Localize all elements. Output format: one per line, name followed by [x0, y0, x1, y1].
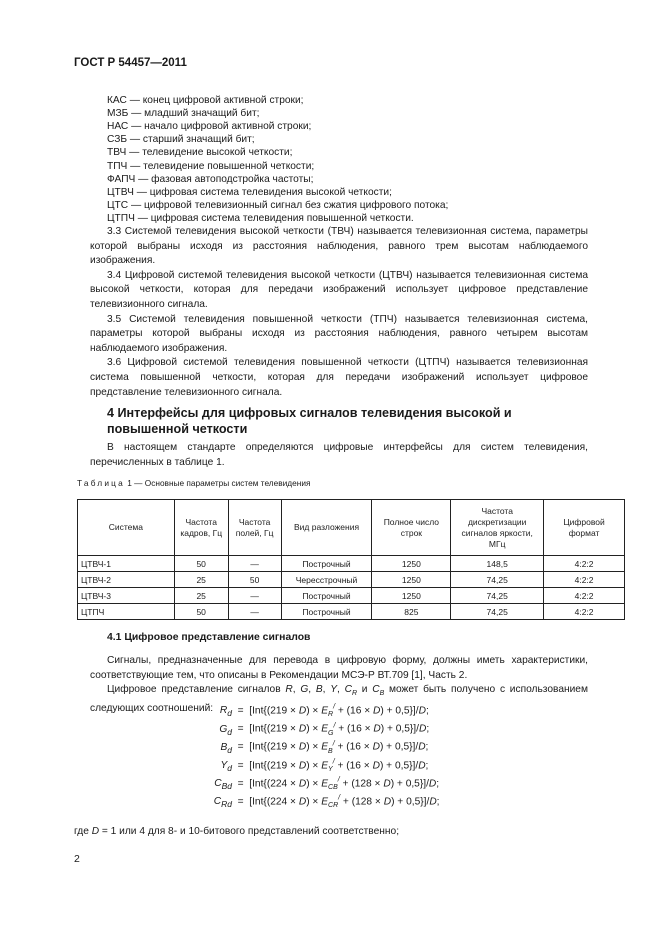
th-scan-type: Вид разложения [281, 500, 372, 556]
formula-line: $Y_d = [Int\{(219 \times D) \times E_Y^/ + (16 \times D) + 0,5\}]/D$; [220, 758, 429, 774]
definition-3-4: 3.4 Цифровой системой телевидения высокой четкости (ЦТВЧ) называется телевизионная система высокой четкости, которая для передачи изображений использует цифровое представление телевизионного сигнала. [90, 269, 588, 310]
table-cell: 25 [174, 588, 228, 604]
p2-start: Цифровое представление сигналов [107, 684, 286, 696]
th-frame-rate: Частота кадров, Гц [174, 500, 228, 556]
where-clause: где D = 1 или 4 для 8- и 10-битового представлений соответственно; [74, 826, 400, 837]
table-cell: 74,25 [451, 604, 544, 620]
th-total-lines: Полное число строк [372, 500, 451, 556]
p2-end: может быть получено с использованием следующих соотношений: [90, 684, 588, 714]
document-header: ГОСТ Р 54457—2011 [74, 57, 187, 69]
section-4-1-p2: Цифровое представление сигналов R, G, B, Y, $C_R$ и $C_B$ может быть получено с использованием следующих соотношений: [90, 684, 588, 714]
formula-line: $C_{Bd} = [Int\{(224 \times D) \times E_{CB}^/ + (128 \times D) + 0,5\}]/D$; [214, 776, 440, 792]
table-cell: 50 [228, 572, 281, 588]
table-cell: 4:2:2 [544, 556, 625, 572]
table-cell: Построчный [281, 604, 372, 620]
definition-3-6: 3.6 Цифровой системой телевидения повышенной четкости (ЦТПЧ) называется телевизионная система повышенной четкости, которая для передачи изображений использует цифровое представление телевизионного сигнала. [90, 357, 588, 398]
table-cell: 50 [174, 556, 228, 572]
section-4-1-p1: Сигналы, предназначенные для перевода в цифровую форму, должны иметь характеристики, соответствующие тем, что описаны в Рекомендации МСЭ-Р ВТ.709 [1], Часть 2. [90, 655, 588, 681]
formula-line: $R_d = [Int\{(219 \times D) \times E_R^/ + (16 \times D) + 0,5\}]/D$; [219, 704, 429, 719]
definitions [90, 225, 588, 400]
abbreviation-item: СЗБ — старший значащий бит; [107, 134, 255, 146]
table-cell: Чересстрочный [281, 572, 372, 588]
table-cell: ЦТВЧ-2 [78, 572, 175, 588]
abbreviation-item: МЗБ — младший значащий бит; [107, 108, 260, 120]
table-caption-label: Таблица [77, 478, 125, 488]
table-cell: — [228, 604, 281, 620]
section-4-1-title: 4.1 Цифровое представление сигналов [107, 632, 311, 643]
abbreviation-item: ТПЧ — телевидение повышенной четкости; [107, 160, 315, 172]
table-cell: Построчный [281, 588, 372, 604]
definition-3-3: 3.3 Системой телевидения высокой четкости (ТВЧ) называется телевизионная система, параметры которой выбраны исходя из расстояния наблюдения, равного трем высотам наблюдаемого изображения. [90, 226, 588, 267]
table-cell: 74,25 [451, 572, 544, 588]
table-cell: — [228, 588, 281, 604]
table-cell: ЦТВЧ-3 [78, 588, 175, 604]
abbreviation-item: КАС — конец цифровой активной строки; [107, 95, 304, 106]
table-caption [77, 478, 310, 488]
table-cell: 25 [174, 572, 228, 588]
table-cell: 74,25 [451, 588, 544, 604]
table-row [78, 588, 625, 604]
abbreviation-item: ЦТС — цифровой телевизионный сигнал без сжатия цифрового потока; [107, 199, 449, 211]
formula-line: $C_{Rd} = [Int\{(224 \times D) \times E_{CR}^/ + (128 \times D) + 0,5\}]/D$; [213, 795, 440, 810]
table-cell: 1250 [372, 588, 451, 604]
th-sampling-frequency: Частота дискретизации сигналов яркости, МГц [451, 500, 544, 556]
abbreviation-item: ТВЧ — телевидение высокой четкости; [107, 147, 293, 159]
table-row [78, 604, 625, 620]
section-4-title: 4 Интерфейсы для цифровых сигналов телевидения высокой и повышенной четкости [107, 406, 512, 436]
table-cell: 825 [372, 604, 451, 620]
table-row [78, 556, 625, 572]
table-row [78, 572, 625, 588]
systems-table [77, 499, 625, 620]
table-cell: 1250 [372, 556, 451, 572]
th-digital-format: Цифровой формат [544, 500, 625, 556]
systems-table-body [78, 556, 625, 620]
table-cell: — [228, 556, 281, 572]
where-text: = 1 или 4 для 8- и 10-битового представлений соответственно; [99, 826, 400, 837]
abbreviation-item: ФАПЧ — фазовая автоподстройка частоты; [107, 173, 314, 185]
section-4-intro [90, 441, 588, 470]
table-cell: ЦТВЧ-1 [78, 556, 175, 572]
th-field-rate: Частота полей, Гц [228, 500, 281, 556]
table-cell: 4:2:2 [544, 588, 625, 604]
table-cell: 4:2:2 [544, 604, 625, 620]
table-cell: 148,5 [451, 556, 544, 572]
abbreviation-item: ЦТПЧ — цифровая система телевидения повышенной четкости. [107, 212, 414, 224]
formula-line: $G_d = [Int\{(219 \times D) \times E_G^/ + (16 \times D) + 0,5\}]/D$; [219, 722, 430, 737]
table-cell: 4:2:2 [544, 572, 625, 588]
section-4-intro-text: В настоящем стандарте определяются цифровые интерфейсы для систем телевидения, перечисленных в таблице 1. [90, 442, 588, 468]
formula-line: $B_d = [Int\{(219 \times D) \times E_B^/ + (16 \times D) + 0,5\}]/D$; [220, 740, 429, 755]
th-system: Система [78, 500, 175, 556]
table-cell: Построчный [281, 556, 372, 572]
abbreviation-item: ЦТВЧ — цифровая система телевидения высокой четкости; [107, 186, 392, 198]
page-number: 2 [74, 853, 80, 865]
table-cell: 50 [174, 604, 228, 620]
definition-3-5: 3.5 Системой телевидения повышенной четкости (ТПЧ) называется телевизионная система, параметры которой выбраны исходя из расстояния наблюдения, равного четырем высотам наблюдаемого изображения. [90, 313, 588, 354]
abbreviation-item: НАС — начало цифровой активной строки; [107, 121, 312, 133]
table-cell: 1250 [372, 572, 451, 588]
table-cell: ЦТПЧ [78, 604, 175, 620]
table-caption-text: 1 — Основные параметры систем телевидения [124, 478, 311, 488]
